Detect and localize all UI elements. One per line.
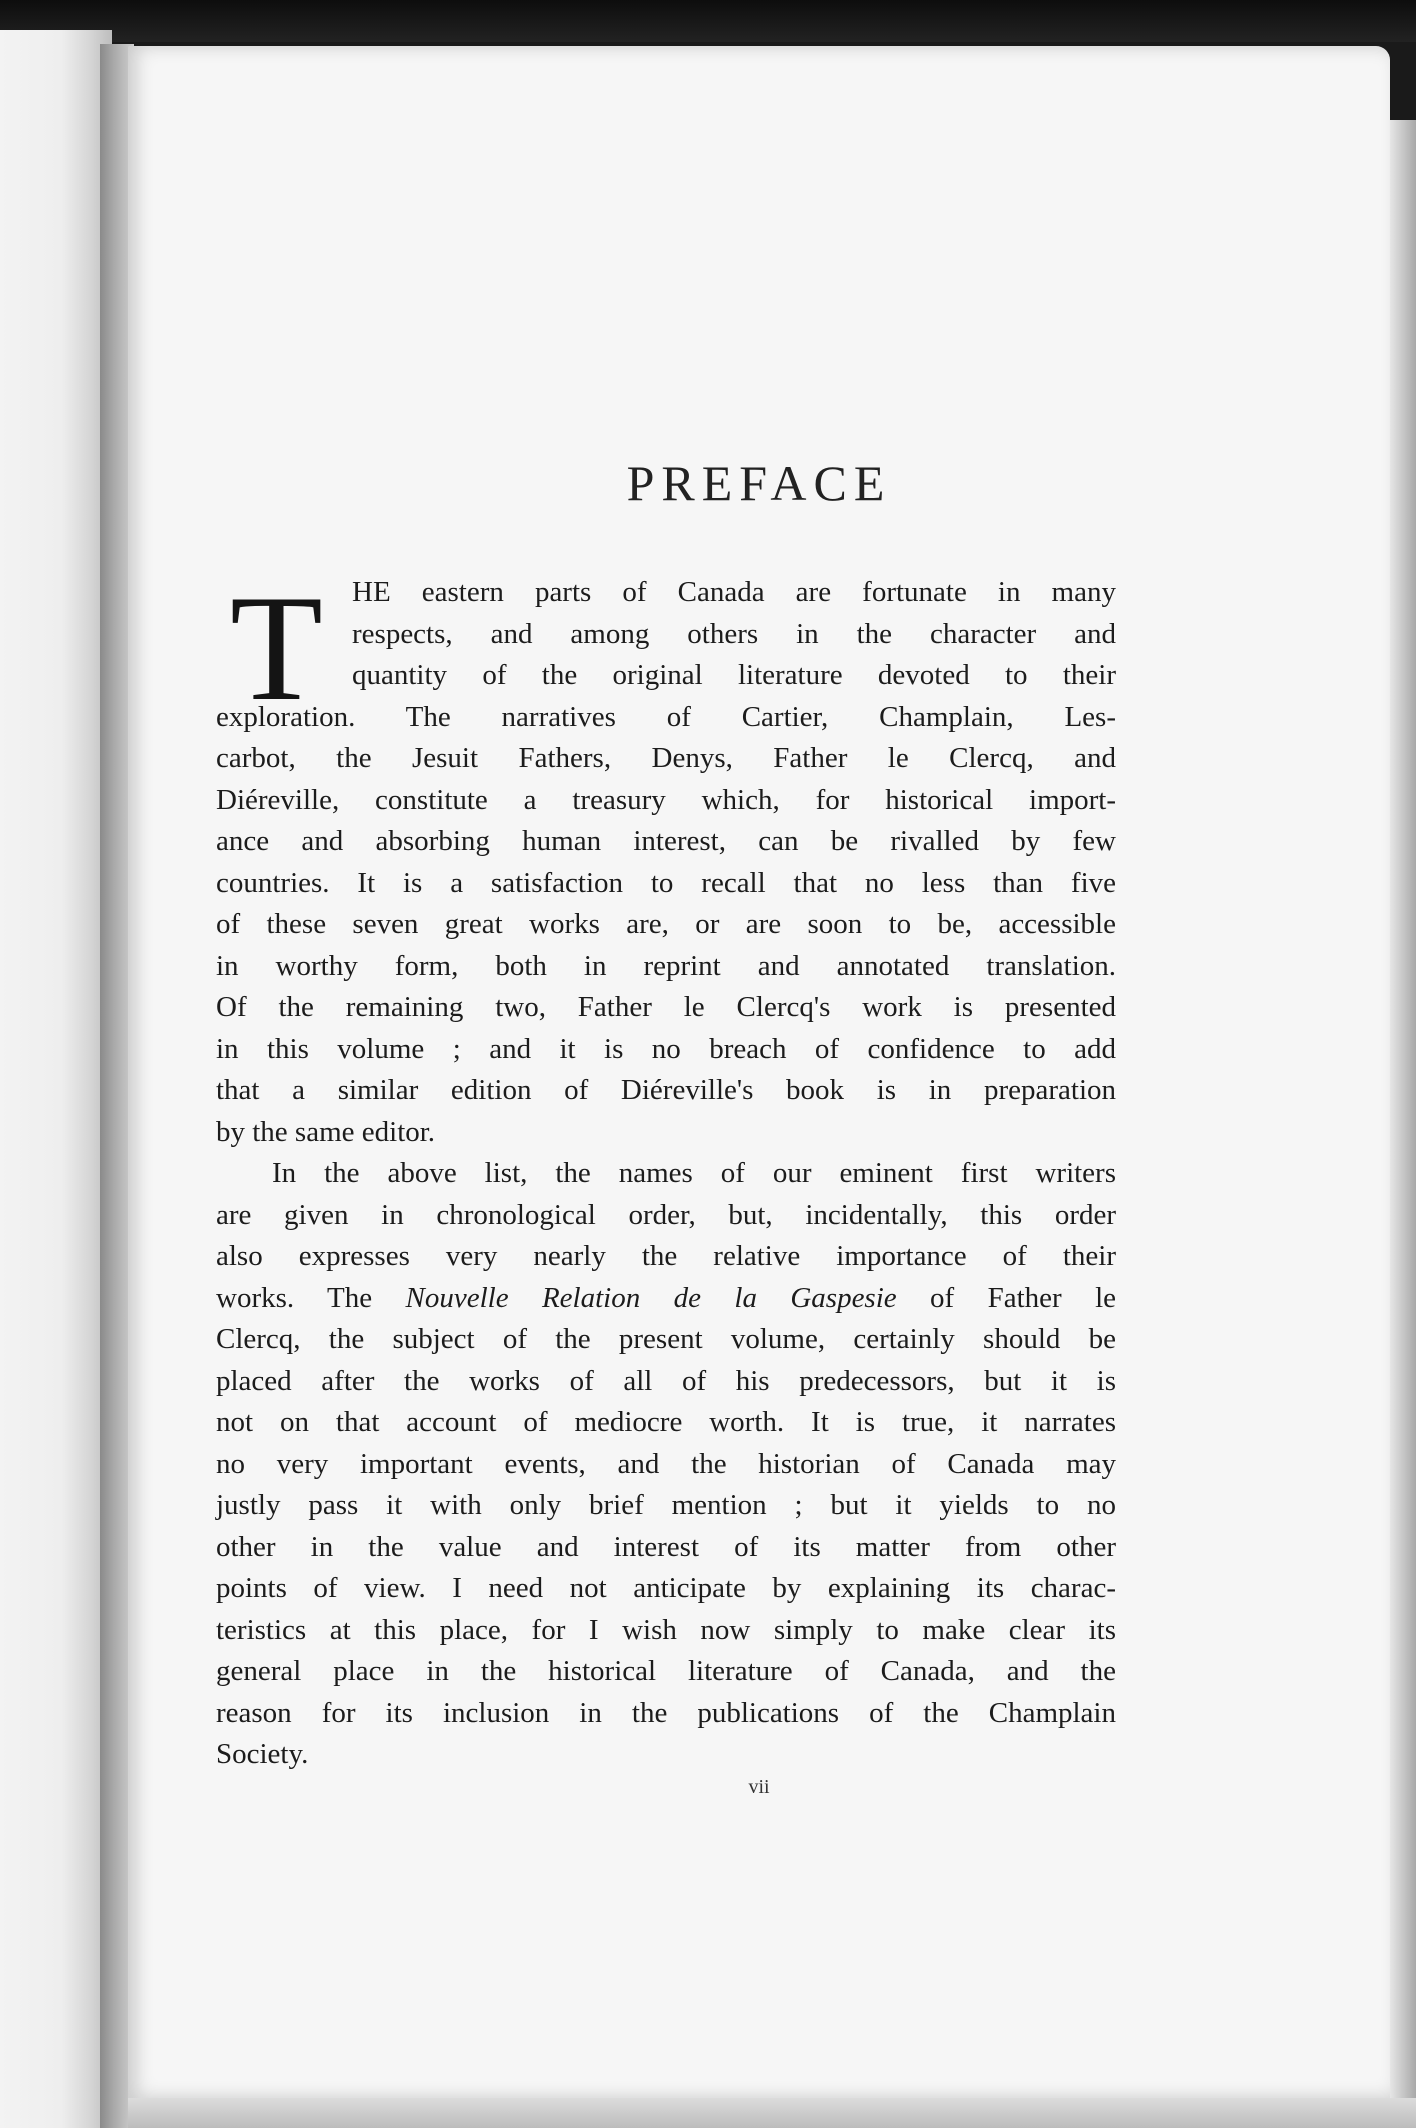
- text-line: also expresses very nearly the relative importance of their: [216, 1240, 1116, 1272]
- text-line: ance and absorbing human interest, can be rivalled by few: [216, 825, 1116, 857]
- text-line: respects, and among others in the character and: [352, 617, 1116, 650]
- page-title: PREFACE: [626, 455, 892, 511]
- text-line: general place in the historical literature of Canada, and the: [216, 1655, 1116, 1687]
- page-right-edge: [1390, 120, 1416, 2098]
- text-line: Of the remaining two, Father le Clercq's work is presented: [216, 991, 1116, 1023]
- text-span: of Father le: [896, 1281, 1117, 1314]
- text-line: Society.: [216, 1738, 309, 1770]
- text-line: exploration. The narratives of Cartier, Champlain, Les-: [216, 700, 1116, 733]
- first-paragraph: [216, 564, 1116, 1153]
- text-line: no very important events, and the historian of Canada may: [216, 1447, 1116, 1480]
- text-line: are given in chronological order, but, incidentally, this order: [216, 1198, 1116, 1231]
- text-line: In the above list, the names of our eminent first writers: [272, 1157, 1116, 1189]
- facing-page-edge: [0, 30, 112, 2128]
- text-line: in worthy form, both in reprint and annotated translation.: [216, 949, 1116, 982]
- text-line: teristics at this place, for I wish now simply to make clear its: [216, 1613, 1116, 1646]
- text-line: quantity of the original literature devoted to their: [352, 659, 1116, 691]
- drop-cap: T: [230, 564, 323, 732]
- text-line: points of view. I need not anticipate by explaining its charac-: [216, 1572, 1116, 1604]
- text-line: not on that account of mediocre worth. It is true, it narrates: [216, 1406, 1116, 1438]
- text-line: countries. It is a satisfaction to recall that no less than five: [216, 866, 1116, 899]
- book-title-italic: Nouvelle Relation de la Gaspesie: [405, 1281, 897, 1314]
- text-span: works. The: [216, 1281, 406, 1314]
- text-line: carbot, the Jesuit Fathers, Denys, Father le Clercq, and: [216, 742, 1116, 774]
- text-line: in this volume ; and it is no breach of confidence to add: [216, 1032, 1116, 1065]
- text-line: Diéreville, constitute a treasury which, for historical import-: [216, 783, 1116, 816]
- scan-top-edge: [0, 0, 1416, 42]
- second-paragraph: [216, 1153, 1116, 1776]
- page-bottom-edge: [128, 2098, 1416, 2128]
- text-line: that a similar edition of Diéreville's book is in preparation: [216, 1074, 1116, 1106]
- text-line: Clercq, the subject of the present volume, certainly should be: [216, 1323, 1116, 1355]
- text-line: by the same editor.: [216, 1115, 436, 1148]
- text-line: other in the value and interest of its matter from other: [216, 1530, 1116, 1563]
- text-line: justly pass it with only brief mention ; but it yields to no: [216, 1489, 1116, 1521]
- page-number: vii: [748, 1776, 770, 1798]
- text-line: HE eastern parts of Canada are fortunate in many: [352, 576, 1116, 608]
- text-line: of these seven great works are, or are soon to be, accessible: [216, 908, 1116, 940]
- text-line: [216, 1278, 1116, 1320]
- text-line: reason for its inclusion in the publications of the Champlain: [216, 1696, 1116, 1729]
- body-text: [216, 564, 1117, 1776]
- text-line: placed after the works of all of his predecessors, but it is: [216, 1364, 1116, 1397]
